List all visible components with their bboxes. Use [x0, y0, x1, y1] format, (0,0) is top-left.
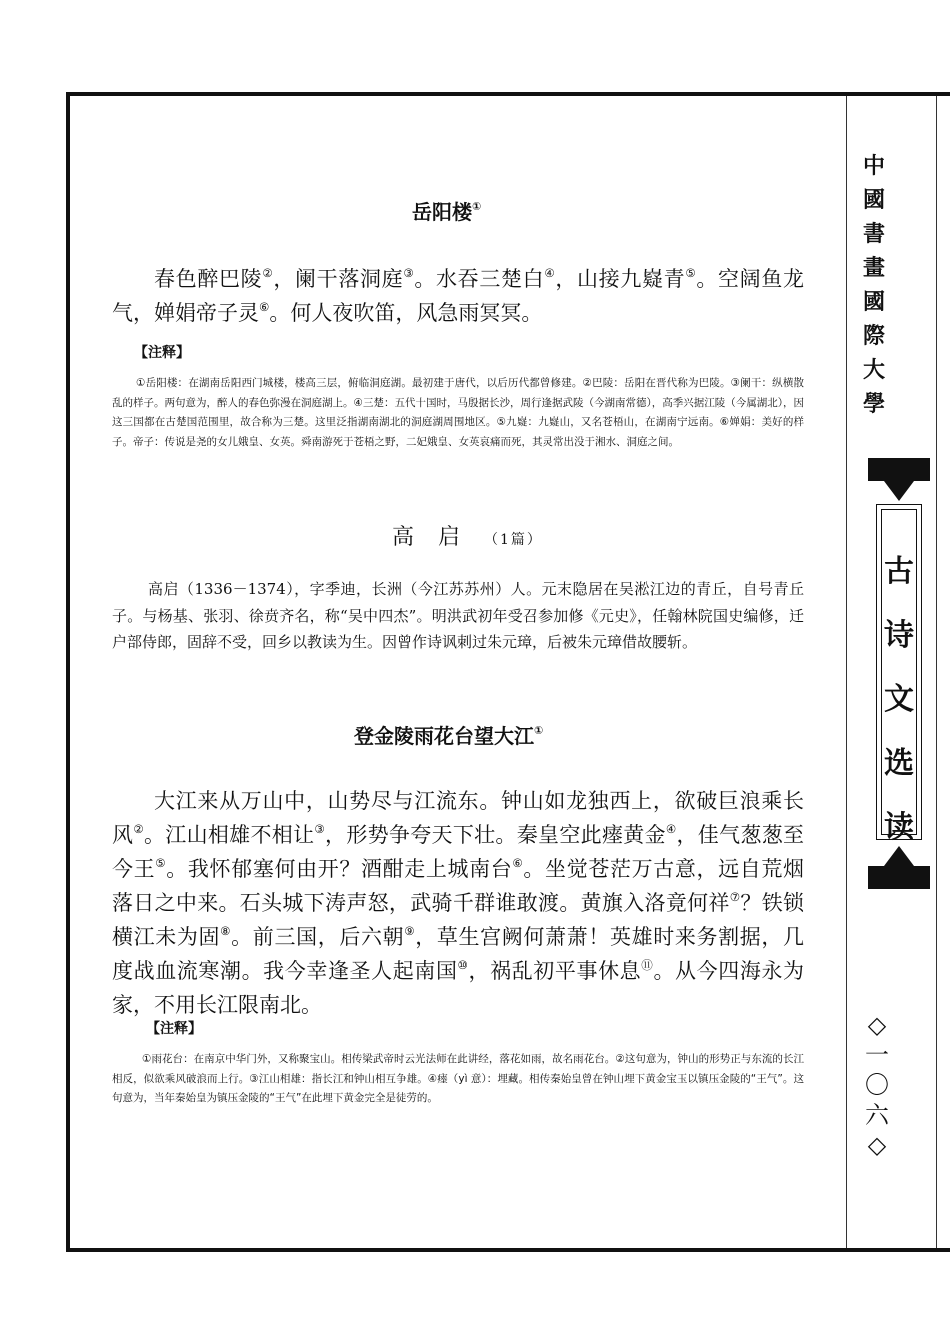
poem-text: ，草生宫阙何萧萧！英雄时来务割据，几度战血流寒潮。我今幸逢圣人起南国 [112, 925, 805, 983]
poem-text: ，祸乱初平事休息 [468, 959, 642, 983]
footnote-ref: ⑪ [641, 957, 654, 972]
footnote-ref: ⑧ [220, 923, 232, 938]
institution-char: 書 [862, 222, 885, 247]
footnote-ref: ⑥ [512, 855, 524, 870]
poem-text: 。空阔鱼龙气，婵娟帝子灵 [112, 267, 804, 325]
footnote-ref: ② [262, 265, 274, 280]
footnote-ref: ⑤ [155, 855, 167, 870]
notes-text: ①雨花台：在南京中华门外，又称聚宝山。相传梁武帝时云光法师在此讲经，落花如雨，故名雨花台。②这句意为，钟山的形势正与东流的长江相反，似欲乘风破浪而上行。③江山相雄：指长江和钟山相互争雄。④瘗（yì 意）：埋藏。相传秦始皇曾在钟山埋下黄金宝玉以镇压金陵的“王气”。这句意为，当年秦始皇为镇压金陵的“王气”在此埋下黄金完全是徒劳的。 [112, 1053, 804, 1104]
institution-char: 際 [862, 324, 885, 349]
footnote-ref: ② [133, 821, 144, 836]
institution-char: 大 [862, 358, 885, 383]
poem-title-text: 岳阳楼 [412, 200, 472, 224]
page-number-char: 六 [865, 1101, 889, 1129]
footnote-ref: ③ [403, 265, 415, 280]
institution-char: 中 [862, 154, 885, 179]
footnote-ref: ⑦ [729, 889, 741, 904]
footnote-ref: ⑨ [404, 923, 416, 938]
book-title-char: 古 [884, 554, 914, 589]
poem-text: 。水吞三楚白 [414, 267, 545, 291]
footnote-ref: ⑤ [685, 265, 697, 280]
author-bio: 高启（1336－1374），字季迪，长洲（今江苏苏州）人。元末隐居在吴淞江边的青丘，自号青丘子。与杨基、张羽、徐贲齐名，称“吴中四杰”。明洪武初年受召参加修《元史》，任翰林院国史编修，迁户部侍郎，固辞不受，回乡以教读为生。因曾作诗讽刺过朱元璋，后被朱元璋借故腰斩。 [112, 580, 804, 651]
panel-band-bottom [868, 880, 930, 889]
poem-title [412, 196, 481, 225]
panel-band-top [868, 458, 930, 467]
institution-name [858, 150, 890, 422]
poem-text: ？铁锁横江未为固 [112, 891, 804, 949]
poem-text: 大江来从万山中，山势尽与江流东。钟山如龙独西上，欲破巨浪乘长风 [112, 789, 804, 847]
page-number [860, 1010, 894, 1160]
footnote-ref: ① [534, 724, 544, 738]
page-number-char: 一 [865, 1041, 889, 1069]
poem-text: 。坐觉苍茫万古意，远自荒烟落日之中来。石头城下涛声怒，武骑千群谁敢渡。黄旗入洛竟何祥 [112, 857, 805, 915]
poem-title [354, 720, 543, 749]
poem-text: ，形势争夸天下壮。秦皇空此瘗黄金 [325, 823, 666, 847]
book-title-char: 文 [884, 682, 914, 717]
institution-char: 畫 [862, 256, 885, 281]
poem-body [112, 262, 804, 330]
footnote-ref: ⑩ [457, 957, 469, 972]
poem-text: 。江山相雄不相让 [143, 823, 315, 847]
notes-text: ①岳阳楼：在湖南岳阳西门城楼，楼高三层，俯临洞庭湖。最初建于唐代，以后历代都曾修建。②巴陵：岳阳在晋代称为巴陵。③阑干：纵横散乱的样子。两句意为，醉人的春色弥漫在洞庭湖上。④三楚：五代十国时，马殷据长沙，周行逢据武陵（今湖南常德），高季兴据江陵（今属湖北），因这三国都在古楚国范围里，故合称为三楚。这里泛指湖南湖北的洞庭湖周围地区。⑤九嶷：九嶷山，又名苍梧山，在湖南宁远南。⑥婵娟：美好的样子。帝子：传说是尧的女儿娥皇、女英。舜南游死于苍梧之野，二妃娥皇、女英哀痛而死，其灵常出没于湘水、洞庭之间。 [112, 377, 804, 448]
footnote-ref: ⑥ [259, 299, 270, 314]
poem-text: 。我怀郁塞何由开？酒酣走上城南台 [166, 857, 513, 881]
margin-rule [936, 96, 937, 1248]
book-title [876, 540, 922, 860]
author-name: 高启 [392, 525, 485, 550]
footnote-ref: ④ [665, 821, 677, 836]
author-heading [392, 520, 543, 551]
footnote-ref: ① [472, 200, 482, 214]
margin-rule [846, 96, 847, 1248]
footnote-ref: ③ [314, 821, 326, 836]
notes-heading: 【注释】 [146, 1021, 202, 1037]
poem-text: ，佳气葱葱至今王 [112, 823, 805, 881]
book-title-char: 诗 [884, 618, 914, 653]
poem-text: ，山接九嶷青 [555, 267, 686, 291]
poem-text: 。何人夜吹笛，风急雨冥冥。 [269, 301, 543, 325]
poem-text: 。前三国，后六朝 [231, 925, 405, 949]
poem-body [112, 784, 804, 1022]
poem-text: 。从今四海永为家，不用长江限南北。 [112, 959, 805, 1017]
page-number-char: 〇 [865, 1071, 889, 1099]
poem-text: ，阑干落洞庭 [273, 267, 404, 291]
book-title-char: 选 [884, 746, 914, 781]
institution-char: 國 [862, 290, 885, 315]
institution-char: 學 [862, 392, 885, 417]
panel-cap-top [868, 467, 930, 507]
author-count: （1篇） [484, 532, 543, 548]
page-number-char: ◇ [867, 1011, 887, 1039]
poem-text: 春色醉巴陵 [154, 267, 263, 291]
notes-heading: 【注释】 [134, 345, 190, 361]
footnote-ref: ④ [544, 265, 556, 280]
institution-char: 國 [862, 188, 885, 213]
poem-title-text: 登金陵雨花台望大江 [354, 724, 534, 748]
book-title-char: 读 [884, 810, 914, 845]
page-number-char: ◇ [867, 1131, 887, 1159]
